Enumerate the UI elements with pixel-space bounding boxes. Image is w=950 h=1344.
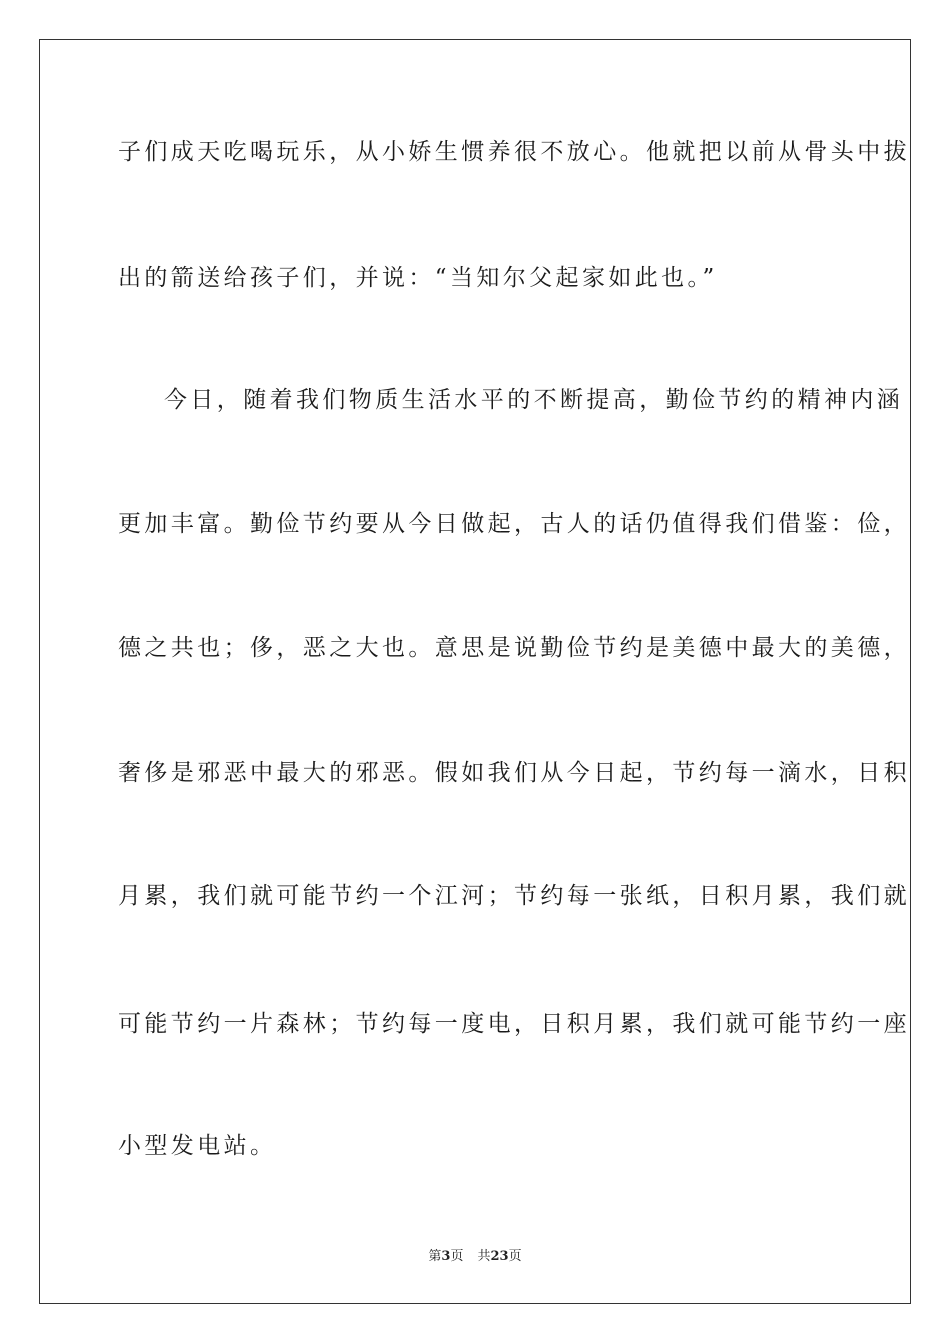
paragraph-first-line: 今日，随着我们物质生活水平的不断提高，勤俭节约的精神内涵	[164, 387, 904, 413]
text-line: 月累，我们就可能节约一个江河；节约每一张纸，日积月累，我们就	[118, 883, 910, 909]
total-pages: 23	[490, 1249, 509, 1264]
total-suffix: 页	[508, 1249, 522, 1264]
text-line: 奢侈是邪恶中最大的邪恶。假如我们从今日起，节约每一滴水，日积	[118, 760, 910, 786]
page-border	[39, 39, 911, 1304]
page-number: 3	[441, 1249, 451, 1264]
text-line: 更加丰富。勤俭节约要从今日做起，古人的话仍值得我们借鉴：俭，	[118, 511, 910, 537]
text-line: 出的箭送给孩子们，并说：“当知尔父起家如此也。”	[118, 265, 718, 291]
text-line: 小型发电站。	[118, 1133, 277, 1159]
page-prefix: 第	[428, 1249, 442, 1264]
total-prefix: 共	[477, 1249, 491, 1264]
page-footer	[0, 1249, 950, 1265]
text-line: 子们成天吃喝玩乐，从小娇生惯养很不放心。他就把以前从骨头中拔	[118, 139, 910, 165]
text-line: 德之共也；侈，恶之大也。意思是说勤俭节约是美德中最大的美德，	[118, 635, 910, 661]
page-suffix: 页	[450, 1249, 464, 1264]
text-line: 可能节约一片森林；节约每一度电，日积月累，我们就可能节约一座	[118, 1011, 910, 1037]
